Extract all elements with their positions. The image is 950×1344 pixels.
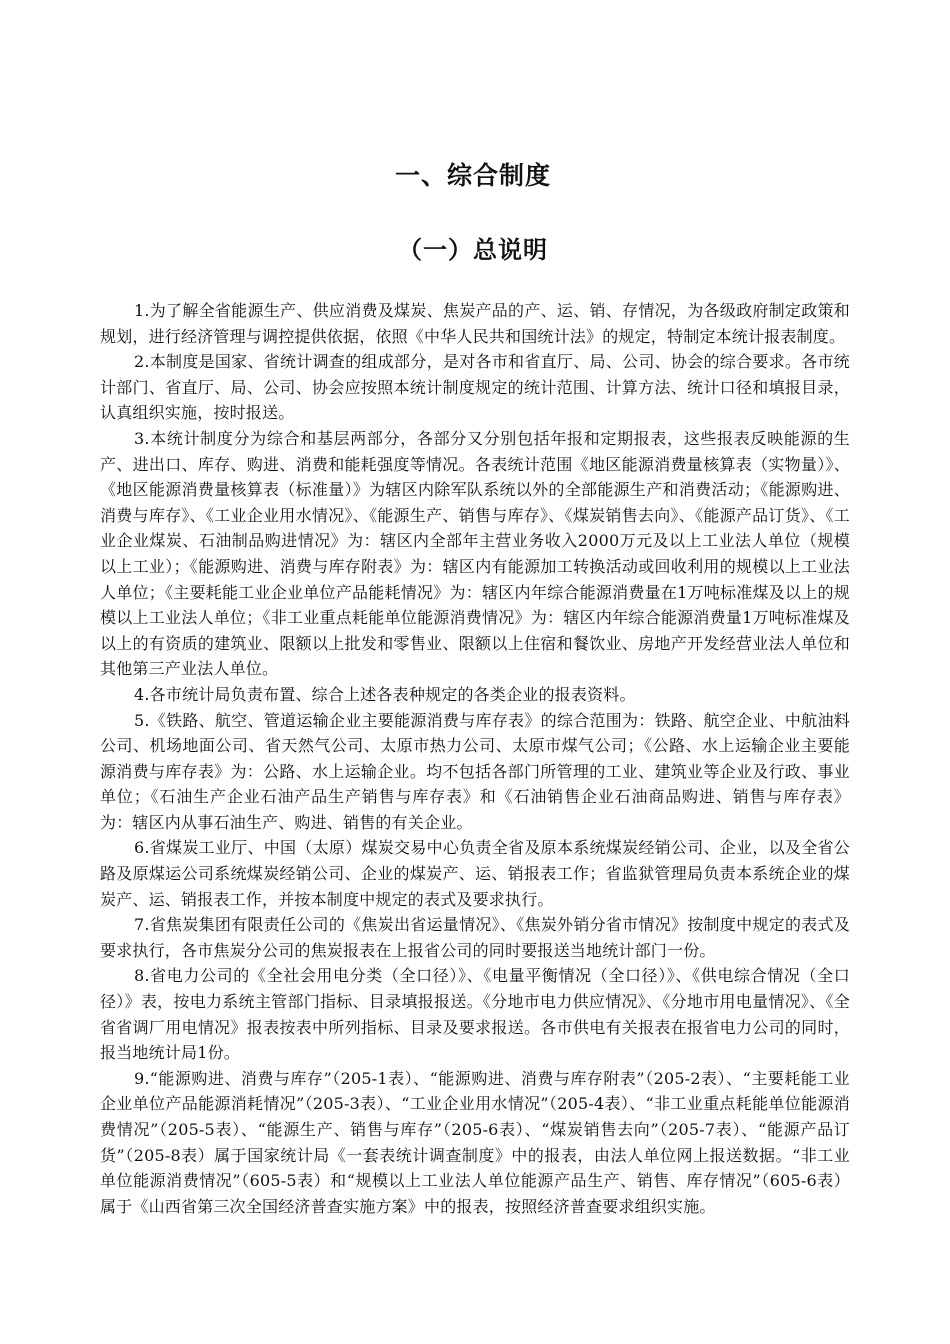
paragraph-8: 8.省电力公司的《全社会用电分类（全口径）》、《电量平衡情况（全口径）》、《供电综合情况（全口径）》表，按电力系统主管部门指标、目录填报报送。《分地市电力供应情况》、《分地市用电量情况》、《全省省调厂用电情况》报表按表中所列指标、目录及要求报送。各市供电有关报表在报省电力公司的同时，报当地统计局1份。 [100,966,850,1063]
subsection-heading: （一）总说明 [398,236,548,264]
paragraph-9: 9.“能源购进、消费与库存”（205-1表）、“能源购进、消费与库存附表”（205-2表）、“主要耗能工业企业单位产品能源消耗情况”（205-3表）、“工业企业用水情况”（205-4表）、“非工业重点耗能单位能源消费情况”（205-5表）、“能源生产、销售与库存”（205-6表）、“煤炭销售去向”（205-7表）、“能源产品订货”（205-8表）属于国家统计局《一套表统计调查制度》中的报表，由法人单位网上报送数据。“非工业单位能源消费情况”（605-5表）和“规模以上工业法人单位能源产品生产、销售、库存情况”（605-6表）属于《山西省第三次全国经济普查实施方案》中的报表，按照经济普查要求组织实施。 [100,1068,850,1216]
paragraph-6: 6.省煤炭工业厅、中国（太原）煤炭交易中心负责全省及原本系统煤炭经销公司、企业，以及全省公路及原煤运公司系统煤炭经销公司、企业的煤炭产、运、销报表工作；省监狱管理局负责本系统企业的煤炭产、运、销报表工作，并按本制度中规定的表式及要求执行。 [100,838,850,909]
section-heading: 一、综合制度 [394,161,551,190]
paragraph-5: 5.《铁路、航空、管道运输企业主要能源消费与库存表》的综合范围为：铁路、航空企业、中航油料公司、机场地面公司、省天然气公司、太原市热力公司、太原市煤气公司；《公路、水上运输企业主要能源消费与库存表》为：公路、水上运输企业。均不包括各部门所管理的工业、建筑业等企业及行政、事业单位；《石油生产企业石油产品生产销售与库存表》和《石油销售企业石油商品购进、销售与库存表》为：辖区内从事石油生产、购进、销售的有关企业。 [100,710,850,832]
paragraph-2: 2.本制度是国家、省统计调查的组成部分，是对各市和省直厅、局、公司、协会的综合要求。各市统计部门、省直厅、局、公司、协会应按照本统计制度规定的统计范围、计算方法、统计口径和填报目录，认真组织实施，按时报送。 [100,352,850,423]
paragraph-1: 1.为了解全省能源生产、供应消费及煤炭、焦炭产品的产、运、销、存情况，为各级政府制定政策和规划，进行经济管理与调控提供依据，依照《中华人民共和国统计法》的规定，特制定本统计报表制度。 [100,301,850,346]
document-body [100,298,850,1219]
paragraph-7: 7.省焦炭集团有限责任公司的《焦炭出省运量情况》、《焦炭外销分省市情况》按制度中规定的表式及要求执行，各市焦炭分公司的焦炭报表在上报省公司的同时要报送当地统计部门一份。 [100,915,850,960]
paragraph-3: 3.本统计制度分为综合和基层两部分，各部分又分别包括年报和定期报表，这些报表反映能源的生产、进出口、库存、购进、消费和能耗强度等情况。各表统计范围《地区能源消费量核算表（实物量）》、《地区能源消费量核算表（标准量）》为辖区内除军队系统以外的全部能源生产和消费活动；《能源购进、消费与库存》、《工业企业用水情况》、《能源生产、销售与库存》、《煤炭销售去向》、《能源产品订货》、《工业企业煤炭、石油制品购进情况》为：辖区内全部年主营业务收入2000万元及以上工业法人单位（规模以上工业）；《能源购进、消费与库存附表》为：辖区内有能源加工转换活动或回收利用的规模以上工业法人单位；《主要耗能工业企业单位产品能耗情况》为：辖区内年综合能源消费量在1万吨标准煤及以上的规模以上工业法人单位；《非工业重点耗能单位能源消费情况》为：辖区内年综合能源消费量1万吨标准煤及以上的有资质的建筑业、限额以上批发和零售业、限额以上住宿和餐饮业、房地产开发经营业法人单位和其他第三产业法人单位。 [100,428,850,679]
paragraph-4: 4.各市统计局负责布置、综合上述各表种规定的各类企业的报表资料。 [134,684,636,704]
